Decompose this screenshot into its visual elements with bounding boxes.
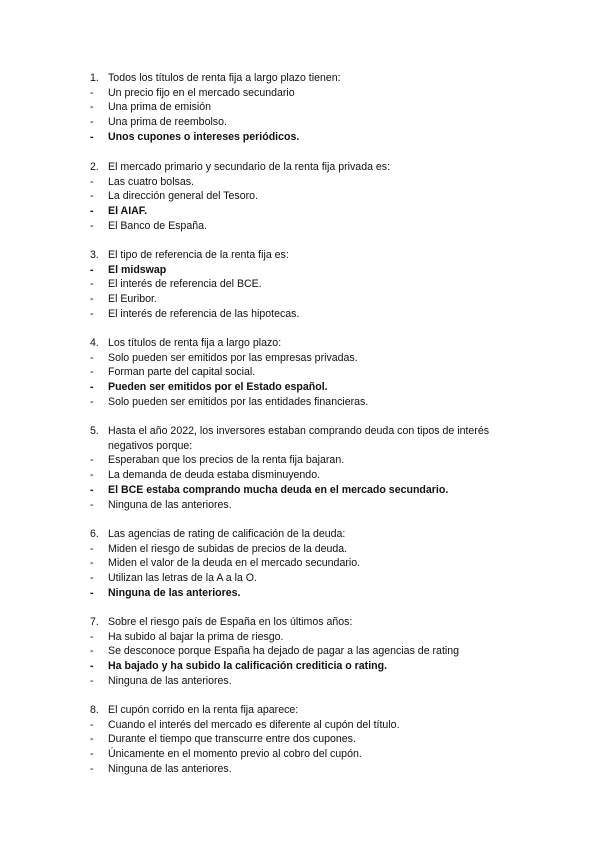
option-text: Utilizan las letras de la A a la O.: [108, 572, 257, 585]
option-item-correct: [90, 659, 530, 674]
dash-bullet: -: [90, 674, 94, 687]
option-text: El midswap: [108, 263, 167, 276]
option-item-correct: [90, 380, 530, 395]
dash-bullet: -: [90, 190, 94, 203]
question-number: 3.: [90, 249, 99, 261]
dash-bullet: -: [90, 542, 94, 555]
option-item: [90, 189, 530, 204]
option-text: Las cuatro bolsas.: [108, 175, 194, 188]
question-text: Todos los títulos de renta fija a largo plazo tienen:: [108, 72, 341, 84]
question-number: 5.: [90, 425, 99, 437]
dash-bullet: -: [90, 748, 94, 761]
option-text: Una prima de reembolso.: [108, 116, 227, 129]
option-item: [90, 351, 530, 366]
dash-bullet: -: [90, 630, 94, 643]
option-text: Se desconoce porque España ha dejado de pagar a las agencias de rating: [108, 645, 460, 658]
option-text: El Euribor.: [108, 293, 157, 306]
option-text: Ninguna de las anteriores.: [108, 762, 232, 775]
question-5: [90, 424, 530, 512]
option-item: [90, 630, 530, 645]
dash-bullet: -: [90, 660, 94, 673]
question-6: [90, 527, 530, 601]
option-text: Cuando el interés del mercado es diferente al cupón del título.: [108, 718, 400, 731]
question-text: El tipo de referencia de la renta fija es:: [108, 249, 289, 261]
question-8: [90, 703, 530, 777]
option-item: [90, 674, 530, 689]
dash-bullet: -: [90, 86, 94, 99]
option-item: [90, 277, 530, 292]
option-text: Ha subido al bajar la prima de riesgo.: [108, 630, 284, 643]
option-text: Esperaban que los precios de la renta fija bajaran.: [108, 454, 345, 467]
option-item-correct: [90, 483, 530, 498]
option-item-correct: [90, 130, 530, 145]
dash-bullet: -: [90, 557, 94, 570]
question-number: 7.: [90, 616, 99, 628]
dash-bullet: -: [90, 351, 94, 364]
question-text: El cupón corrido en la renta fija aparece:: [108, 704, 299, 716]
dash-bullet: -: [90, 366, 94, 379]
dash-bullet: -: [90, 219, 94, 232]
question-2: [90, 160, 530, 234]
option-item: [90, 292, 530, 307]
option-text: La dirección general del Tesoro.: [108, 190, 258, 203]
dash-bullet: -: [90, 205, 94, 218]
dash-bullet: -: [90, 293, 94, 306]
dash-bullet: -: [90, 762, 94, 775]
option-item: [90, 100, 530, 115]
question-stem: [90, 336, 530, 351]
option-item: [90, 732, 530, 747]
dash-bullet: -: [90, 572, 94, 585]
dash-bullet: -: [90, 733, 94, 746]
option-text: Únicamente en el momento previo al cobro del cupón.: [108, 748, 362, 761]
option-text: El BCE estaba comprando mucha deuda en el mercado secundario.: [108, 483, 449, 496]
question-text: Sobre el riesgo país de España en los últimos años:: [108, 616, 353, 628]
question-3: [90, 248, 530, 322]
question-stem: [90, 527, 530, 542]
option-text: El interés de referencia de las hipotecas.: [108, 307, 300, 320]
question-text: Las agencias de rating de calificación de la deuda:: [108, 528, 346, 540]
question-stem: [90, 703, 530, 718]
dash-bullet: -: [90, 175, 94, 188]
question-text-continued: negativos porque:: [108, 439, 193, 452]
option-item: [90, 307, 530, 322]
option-text: Ninguna de las anteriores.: [108, 674, 232, 687]
option-item: [90, 395, 530, 410]
dash-bullet: -: [90, 454, 94, 467]
dash-bullet: -: [90, 263, 94, 276]
option-text: Durante el tiempo que transcurre entre dos cupones.: [108, 733, 356, 746]
question-7: [90, 615, 530, 689]
question-number: 4.: [90, 337, 99, 349]
dash-bullet: -: [90, 718, 94, 731]
dash-bullet: -: [90, 116, 94, 129]
dash-bullet: -: [90, 381, 94, 394]
question-text: Los títulos de renta fija a largo plazo:: [108, 337, 282, 349]
option-text: Ninguna de las anteriores.: [108, 586, 241, 599]
option-text: Solo pueden ser emitidos por las empresas privadas.: [108, 351, 358, 364]
dash-bullet: -: [90, 469, 94, 482]
option-item: [90, 747, 530, 762]
option-text: Una prima de emisión: [108, 101, 212, 114]
option-text: Miden el riesgo de subidas de precios de la deuda.: [108, 542, 348, 555]
question-stem: [90, 71, 530, 86]
question-number: 6.: [90, 528, 99, 540]
dash-bullet: -: [90, 101, 94, 114]
dash-bullet: -: [90, 645, 94, 658]
option-item: [90, 365, 530, 380]
option-text: El AIAF.: [108, 205, 148, 218]
question-1: [90, 71, 530, 145]
option-text: Unos cupones o intereses periódicos.: [108, 130, 300, 143]
option-item: [90, 175, 530, 190]
dash-bullet: -: [90, 395, 94, 408]
option-item: [90, 219, 530, 234]
option-item: [90, 762, 530, 777]
option-text: El Banco de España.: [108, 219, 207, 232]
question-number: 1.: [90, 72, 99, 84]
question-stem: [90, 248, 530, 263]
dash-bullet: -: [90, 307, 94, 320]
option-item-correct: [90, 204, 530, 219]
question-number: 2.: [90, 161, 99, 173]
option-item: [90, 86, 530, 101]
dash-bullet: -: [90, 483, 94, 496]
question-4: [90, 336, 530, 410]
option-item: [90, 468, 530, 483]
dash-bullet: -: [90, 586, 94, 599]
question-stem: [90, 424, 530, 439]
option-item: [90, 718, 530, 733]
option-item: [90, 542, 530, 557]
option-item-correct: [90, 586, 530, 601]
option-item: [90, 115, 530, 130]
question-stem: [90, 160, 530, 175]
question-text: El mercado primario y secundario de la renta fija privada es:: [108, 161, 391, 173]
option-text: Forman parte del capital social.: [108, 366, 256, 379]
question-stem: [90, 615, 530, 630]
option-item: [90, 556, 530, 571]
question-number: 8.: [90, 704, 99, 716]
option-item: [90, 498, 530, 513]
dash-bullet: -: [90, 130, 94, 143]
option-text: La demanda de deuda estaba disminuyendo.: [108, 469, 321, 482]
dash-bullet: -: [90, 498, 94, 511]
option-text: El interés de referencia del BCE.: [108, 278, 262, 291]
option-text: Pueden ser emitidos por el Estado español.: [108, 381, 328, 394]
option-text: Un precio fijo en el mercado secundario: [108, 86, 295, 99]
option-item: [90, 571, 530, 586]
option-text: Miden el valor de la deuda en el mercado secundario.: [108, 557, 361, 570]
option-text: Solo pueden ser emitidos por las entidades financieras.: [108, 395, 369, 408]
dash-bullet: -: [90, 278, 94, 291]
option-text: Ninguna de las anteriores.: [108, 498, 232, 511]
question-text: Hasta el año 2022, los inversores estaban comprando deuda con tipos de interés: [108, 425, 490, 437]
option-text: Ha bajado y ha subido la calificación crediticia o rating.: [108, 660, 388, 673]
option-item: [90, 453, 530, 468]
option-item: [90, 644, 530, 659]
option-item-correct: [90, 263, 530, 278]
